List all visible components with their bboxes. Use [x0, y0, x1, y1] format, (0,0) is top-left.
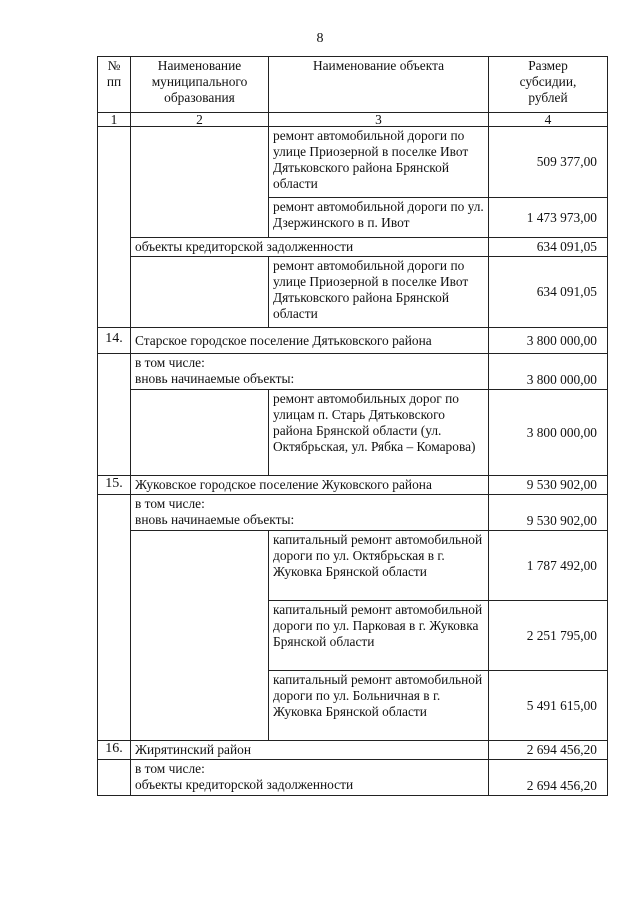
municipality-name: Старское городское поселение Дятьковского района — [131, 328, 489, 354]
num-cell — [98, 495, 131, 741]
header-municipality: Наименование муниципального образования — [131, 57, 269, 113]
amount-cell: 3 800 000,00 — [489, 390, 608, 476]
amount-cell: 9 530 902,00 — [489, 476, 608, 495]
header-subsidy: Размер субсидии, рублей — [489, 57, 608, 113]
object-cell: ремонт автомобильной дороги по ул. Дзержинского в п. Ивот — [269, 198, 489, 238]
table-row — [98, 741, 608, 760]
table-row — [98, 390, 608, 476]
amount-cell: 509 377,00 — [489, 127, 608, 198]
municipality-cell — [131, 390, 269, 476]
section-label-cell: в том числе: объекты кредиторской задолженности — [131, 760, 489, 796]
section-label-cell: в том числе: вновь начинаемые объекты: — [131, 354, 489, 390]
num-cell — [98, 760, 131, 796]
num-cell — [98, 354, 131, 476]
amount-cell: 9 530 902,00 — [489, 495, 608, 531]
row-number: 15. — [98, 476, 131, 495]
table-row — [98, 476, 608, 495]
table-row — [98, 531, 608, 601]
amount-cell: 634 091,05 — [489, 257, 608, 328]
object-cell: капитальный ремонт автомобильной дороги по ул. Парковая в г. Жуковка Брянской области — [269, 601, 489, 671]
municipality-name: Жуковское городское поселение Жуковского района — [131, 476, 489, 495]
table-row — [98, 495, 608, 531]
amount-cell: 2 694 456,20 — [489, 741, 608, 760]
col-index: 3 — [269, 113, 489, 127]
col-index: 1 — [98, 113, 131, 127]
amount-cell: 2 694 456,20 — [489, 760, 608, 796]
page-number: 8 — [316, 31, 324, 46]
amount-cell: 3 800 000,00 — [489, 328, 608, 354]
municipality-cell — [131, 257, 269, 328]
municipality-cell — [131, 531, 269, 741]
table-row — [98, 127, 608, 198]
amount-cell: 634 091,05 — [489, 238, 608, 257]
object-cell: ремонт автомобильных дорог по улицам п. Старь Дятьковского района Брянской области (ул. Октябрьская, ул. Рябка – Комарова) — [269, 390, 489, 476]
subsidy-table — [97, 56, 608, 796]
amount-cell: 1 473 973,00 — [489, 198, 608, 238]
col-index: 4 — [489, 113, 608, 127]
table-row — [98, 760, 608, 796]
table-header-row — [98, 57, 608, 113]
object-cell: ремонт автомобильной дороги по улице Приозерной в поселке Ивот Дятьковского района Брянской области — [269, 257, 489, 328]
object-cell: капитальный ремонт автомобильной дороги по ул. Октябрьская в г. Жуковка Брянской области — [269, 531, 489, 601]
amount-cell: 2 251 795,00 — [489, 601, 608, 671]
amount-cell: 3 800 000,00 — [489, 354, 608, 390]
object-cell: капитальный ремонт автомобильной дороги по ул. Больничная в г. Жуковка Брянской области — [269, 671, 489, 741]
header-num: № пп — [98, 57, 131, 113]
table-row — [98, 354, 608, 390]
column-index-row — [98, 113, 608, 127]
table-row — [98, 328, 608, 354]
municipality-name: Жирятинский район — [131, 741, 489, 760]
amount-cell: 1 787 492,00 — [489, 531, 608, 601]
amount-cell: 5 491 615,00 — [489, 671, 608, 741]
header-object: Наименование объекта — [269, 57, 489, 113]
row-number: 14. — [98, 328, 131, 354]
object-cell: ремонт автомобильной дороги по улице Приозерной в поселке Ивот Дятьковского района Брянской области — [269, 127, 489, 198]
municipality-cell — [131, 127, 269, 238]
col-index: 2 — [131, 113, 269, 127]
table-row — [98, 238, 608, 257]
table-row — [98, 257, 608, 328]
row-number: 16. — [98, 741, 131, 760]
section-label-cell: в том числе: вновь начинаемые объекты: — [131, 495, 489, 531]
section-label-cell: объекты кредиторской задолженности — [131, 238, 489, 257]
num-cell — [98, 127, 131, 328]
